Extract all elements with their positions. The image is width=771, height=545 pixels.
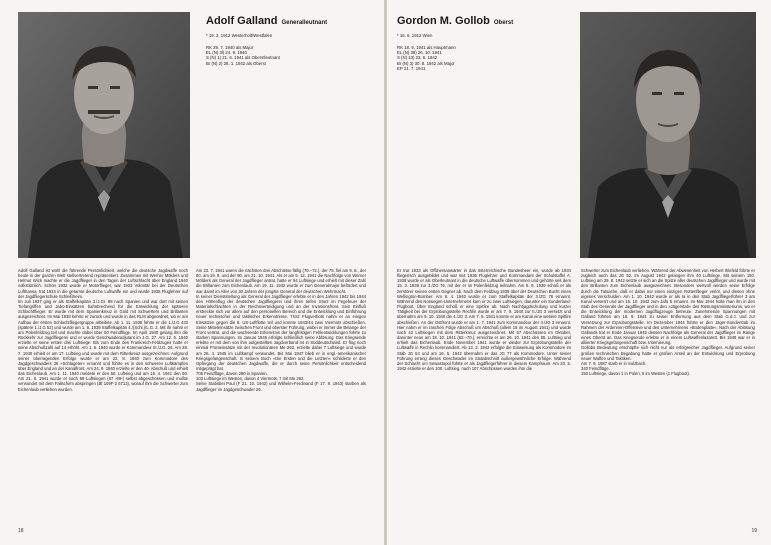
galland-text-col-2: Am 23. 7. 1941 waren die nächsten drei Abschüsse fällig (70.–72.), der 75. fiel am 9. 8., der 80. am 19. 8. und der 90. am 21. 10. 1941. Als er am 5. 12. 1941 die Nachfolge von Werner Mölders als General der Jagdflieger antrat, hatte er 94 Luftsiege und erhielt mit dieser Zahl die Brillanten zum Eichenlaub. Am 19. 11. 1942 wurde er zum Generalmajor befördert und war damit im Alter von 30 Jahren der jüngste General der deutschen Wehrmacht. In seiner Dienststellung als General der Jagdflieger erlebte er in den Jahren 1942 bis 1944 den Höhenflug der deutschen Jagdfliegerei und ihren tiefen Sturz im Fegefeuer der Materialschlachten in der Reichsverteidigung und an der Invasionsfront. Sein Einfluß erstreckte sich vor allem auf den personellen Bereich und die Entwicklung und Einführung neuer technischer und taktischer Erkenntnisse. Trotz Flugverbots nahm er an einigen Einsätzen gegen die 8. US-Luftflotte teil und konnte 1943/44 zwei Viermots abschießen. Seine Mitteleinsätze zwischen Front und oberster Führung, wobei er immer die Belange der Front vertrat, und die wachsende Erkenntnis der langfristigen Fehlentwicklungen führte zu starken Spannungen. Im Januar 1945 erfolgte schließlich seine Ablösung. Das Kriegsende erlebte er mit dem von ihm aufgestellten Jagdverband 44 in Süddeutschland. Er flog noch einmal Fronteinsätze mit der revolutionären Me 262, erzielte dabei 7 Luftsiege und wurde am 26. 4. 1945 im Luftkampf verwundet. Bis Mai 1947 blieb er in engl.-amerikanischer Kriegsgefangenschaft. In seinem Buch »Die Ersten und die Letzten« schilderte er den Opfergang der deutschen Jagdwaffe, die er durch seine Persönlichkeit entscheidend mitgeprägt hat. 705 Feindflüge, davon 280 in Spanien. 103 Luftsiege im Westen, davon 4 Viermots, 7 mit Me 262. Seine Stabsbei Paul (F 21. 10. 1942) und Wilhelm-Ferdinand (F 17. 8. 1943) starben als Jagdflieger im Jagdgeschwader 26. (196, 268, 366, 392)
gollob-text-col-1: Er trat 1933 als Offiziersanwärter in das österreichische Bundesheer ein, wurde ab 1934 fliegerisch ausgebildet und war seit 1936 Fluglehrer und Kommandant der Schulstaffel A. 1938 wurde er als Oberleutnant in die deutsche Luftwaffe übernommen und gehörte seit dem 15. 3. 1939 zur 3./ZG 76, mit der er im Polenfeldzug teilnahm. Am 5. 9. 1939 schoß er als zerstörer seinen ersten Gegner ab. Nach dem Feldzug 1939 über der Deutschen Bucht einen Wellington-Bomber. Am 8. 4. 1940 wurde er zum Staffelkapitän der 3./ZG 76 ernannt. Während des Norwegen-Unternehmens kam er zu zwei Luftsiegen, darunter ein Sunderland-Flugboot. Über England schoß er eine Spitfire ab. Nach Nachtjagdschulung und kurzer Tätigkeit bei der Erprobungsstelle Rechlin wurde er am 7. 9. 1940 zur II./JG 3 versetzt und übernahm am 9. 10. 1940 die 4./JG 3. Am 7. 5. 1941 konnte er am Kanal eine weitere Spitfire abschießen. An der Ostfront wurde er am 1. 7. 1941 zum Kommandeur der II./JG 3 ernannt. Hier nahm er im raschen Folge Abschuß um Abschuß (allein 18 im August 1941) und wurde nach 42 Luftsiegen mit dem Ritterkreuz ausgezeichnet. Mit 57 Abschüssen im Oktober, darunter neun am 18. 10. 1941 (62.–70.), erreichte er am 26. 10. 1941 den 85. Luftsieg und erhielt das Eichenlaub. Ende November 1941 wurde er wieder zur Erprobungsstelle der Luftwaffe in Rechlin kommandiert. Ab 13. 3. 1942 erfolgte die Einweisung als Kommodore im Stab JG 54 und am 16. 5. 1942 übernahm er das JG 77 als Kommodore. Unter seiner Führung errang dieses Geschwader im Südabschnitt außergewöhnliche Erfolge. Während der Schlacht um Sewastopol führte er als Jagdfliegerführer in diesem Kampfraum. Am 20. 5. 1942 erzielte er den 100. Luftsieg, nach 107 Abschüssen wurden ihm die (397, 268, 571, 371)
portrait-photo-gollob (580, 12, 756, 258)
galland-rank: Generalleutnant (281, 20, 328, 26)
galland-text-col-1: Adolf Galland ist wohl die führende Persönlichkeit, welche die deutsche Jagdwaffe noch heute in der ganzen Welt stellvertretend repräsentiert. Zusammen mit Werner Mölders und Helmut Wick machte er die Jagdflieger in den Tagen der Luftschlacht über England 1940 volkstümlich. Schon 1932 wurde er Motorflieger, war 1933 Volontär bei der Deutschen Lufthansa, trat 1934 in die getarnte deutsche Luftwaffe ein und wurde 1935 Fluglehrer auf der Jagdfliegerschule Schleißheim. Im Juli 1937 ging er als Staffelkapitän 3./J.Gr. 88 nach Spanien und war dort mit seinen Tiefangriffen und Jabo-Einsätzen bahnbrechend für die Entwicklung der späteren Schlachtflieger. Er wurde mit dem Spanienkreuz in Gold mit Schwertern und Brillanten ausgezeichnet. Im Mai 1938 kehrte er zurück und wurde in das RLM abgeordnet, wo er am Aufbau der ersten Schlachtfliegergruppe arbeitete. Ab 1. 11. 1938 führte er die 1./J.G 433 (spätere 1./J.G 52) und wurde am 1. 8. 1939 Staffelkapitän 4./(Schl.)/L.G. 2. Mit ihr nahm er am Polenfeldzug teil und machte dabei über 50 Feindflüge. Im April 1940 gelang ihm die Rückkehr zur Jagdfliegerei und er wurde Geschwaderadjutant im J.G. 27. Am 12. 5. 1940 erzielte er seine ersten drei Luftsiege. Bis zum Ende des Frankreich-Feldzuges hatte er seine Abschußzahl auf 14 erhöht. Am 1. 6. 1940 wurde er Kommandeur III./J.G. 26. Am 28. 7. 1940 erhielt er am 17. Luftsieg und wurde mit dem Ritterkreuz ausgezeichnet. Aufgrund seiner überragenden Erfolge wurde er am 22. 8. 1940 zum Kommodore des Jagdgeschwaders 26 »Schlageter« ernannt und führte es in den schweren Luftkämpfen über England und an der Kanalfront. Am 24. 9. 1940 erzielte er den 40. Abschuß und erhielt das Eichenlaub. Am 1. 11. 1940 meldete er den 50. Luftsieg und am 15. 4. 1941 den 60. Am 21. 6. 1941 wurde er nach 69 Luftsiegen (67 ›69‹) selbst abgeschossen und mußte verwundet mit dem Fallschirm abspringen (Bf 109F-2 6713), worauf ihm die Schwerter zum Eichenlaub verliehen wurden. (18, 268, 188, 392)
galland-name: Adolf Galland (206, 15, 278, 27)
galland-awards: RK 29. 7. 1940 als Major EL (N) 3l) 24. 9. 1940 S (N) 1) 21. 6. 1941 als Oberstleutnant Br (N) 2) 28. 1. 1942 als Oberst (206, 45, 280, 66)
gollob-biography-col-2 (581, 268, 755, 533)
gollob-text-col-2: Schwerter zum Eichenlaub verliehen. Während der Abwesenheit von Herbert Ihlefeld führte er zugleich auch das JG 52. Im August 1942 gelangen ihm 40 Luftsiege. Mit seinem 150. Luftsieg am 29. 8. 1942 setzte er sich an die Spitze aller deutschen Jagdflieger und wurde mit den Brillanten zum Eichenlaub ausgezeichnet. Besonders wertvoll werden seine Erfolge durch die Tatsache, daß er dabei nur einen einzigen Rottenflieger verlor, und diesen ohne eigenes Verschulden. Am 1. 10. 1942 wurde er als Ia in den Stab Jagdfliegerführer 3 am Kanal versetzt und am 15. 10. 1942 zum Jafü 5 ernannt. Im Mai 1944 holte man ihn in den Stab des Generals der Jagdflieger und in den »Jägerstab« des Rüstungsministeriums, wo er die Entwicklung der modernen Jagdflugzeuge betreute. Zunehmende Spannungen mit Galland führten am 18. 9. 1944 zu seiner Entfernung aus dem Stab G.d.J. und zur Versetzung zur Erprobungsstelle. Im Dezember 1944 führte er den Jäger-Sonderstab im Rahmen der Ardennen-Offensive und des Unternehmens »Bodenplatte«. Nach der Ablösung Gallands trat er Ende Januar 1945 dessen Nachfolge als General der Jagdflieger im Range eines Oberst an. Das Kriegsende erlebte er in einem Luftwaffenlazarett. Bis 1948 war er in alliierter Kriegsgefangenschaft bzw. Internierung. Gollobs Bedeutung erschöpfte sich nicht nur als erfolgreicher Jagdflieger. Aufgrund seiner großen technischen Begabung hatte er großen Anteil an der Entwicklung und Erprobung neuer Waffen und Taktiken. Am 7. 9. 1987 starb er in Sulzbach. 340 Feindflüge. 150 Luftsiege, davon 1 in Polen, 5 im Westen (1 Flugboot). (581, 268, 755, 377)
galland-biography-col-1 (18, 268, 188, 533)
galland-name-heading (206, 15, 327, 27)
gollob-rank: Oberst (493, 20, 514, 26)
right-page (387, 0, 771, 545)
left-page (0, 0, 384, 545)
gollob-biography-col-1 (397, 268, 571, 533)
page-number-right: 19 (751, 528, 757, 534)
gollob-awards: RK 18. 9. 1941 als Hauptmann EL (N) 38) 26. 10. 1941 S (N) 13) 23. 6. 1942 Br (N) 3) 30. 8. 1942 als Major EP 21. 7. 1941 (397, 45, 456, 71)
portrait-photo-galland (18, 12, 190, 258)
galland-birth: * 19. 3. 1912 Westerholt/Westfalen (206, 33, 273, 38)
gollob-name: Gordon M. Gollob (397, 15, 490, 27)
gollob-name-heading (397, 15, 513, 27)
page-number-left: 18 (18, 528, 24, 534)
gollob-birth: * 16. 6. 1912 Wien (397, 33, 433, 38)
galland-biography-col-2 (196, 268, 366, 533)
